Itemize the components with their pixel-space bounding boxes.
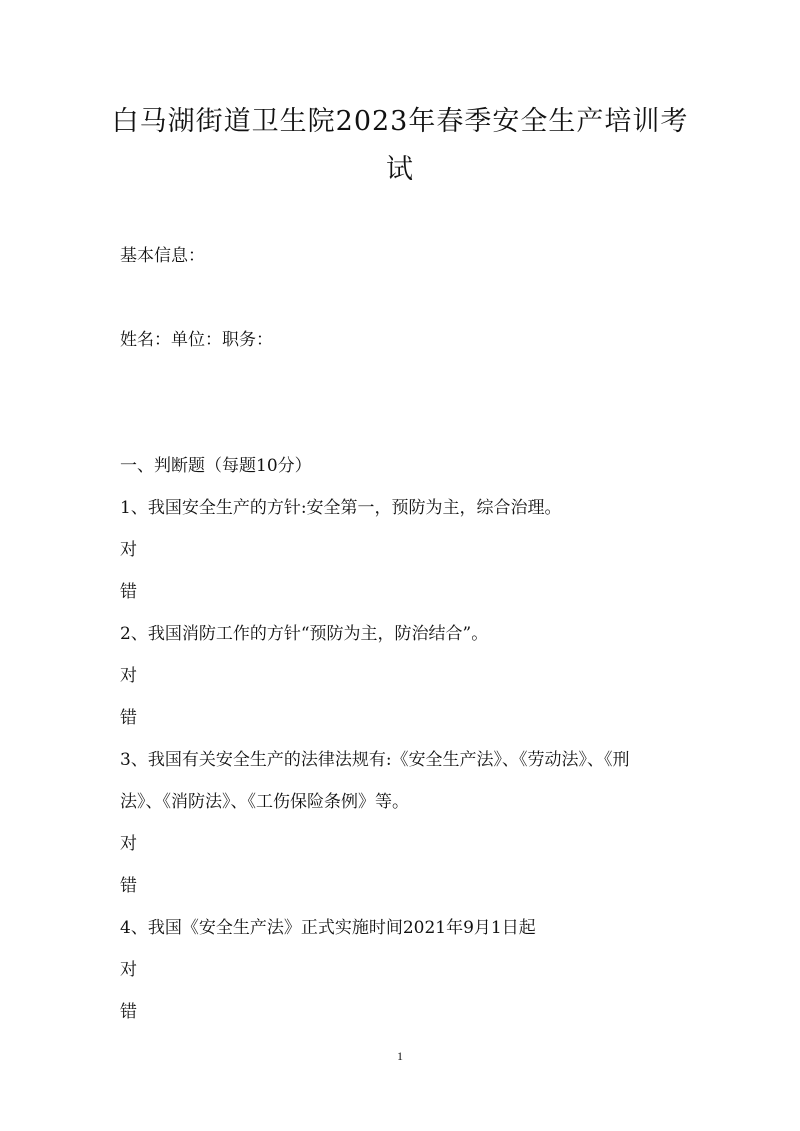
question-3-option-false: 错 [120,876,137,896]
question-1-text: 1、我国安全生产的方针:安全第一，预防为主，综合治理。 [120,498,562,518]
question-2-text: 2、我国消防工作的方针“预防为主，防治结合”。 [120,624,489,644]
basic-info-label: 基本信息： [120,246,205,266]
question-4-option-true: 对 [120,960,137,980]
question-2-option-true: 对 [120,666,137,686]
question-3-text-line-1: 3、我国有关安全生产的法律法规有:《安全生产法》、《劳动法》、《刑 [120,750,630,770]
section-heading: 一、判断题（每题10分） [120,456,312,476]
personal-fields: 姓名：单位：职务： [120,330,273,350]
title-line-2: 试 [386,154,414,185]
question-2-option-false: 错 [120,708,137,728]
question-1-option-true: 对 [120,540,137,560]
document-title [110,98,690,194]
question-4-text: 4、我国《安全生产法》正式实施时间2021年9月1日起 [120,918,536,938]
question-1-option-false: 错 [120,582,137,602]
question-4-option-false: 错 [120,1002,137,1022]
title-line-1: 白马湖街道卫生院2023年春季安全生产培训考 [111,106,689,137]
question-3-option-true: 对 [120,834,137,854]
question-3-text-line-2: 法》、《消防法》、《工伤保险条例》等。 [120,792,409,812]
page-number: 1 [397,1049,403,1063]
